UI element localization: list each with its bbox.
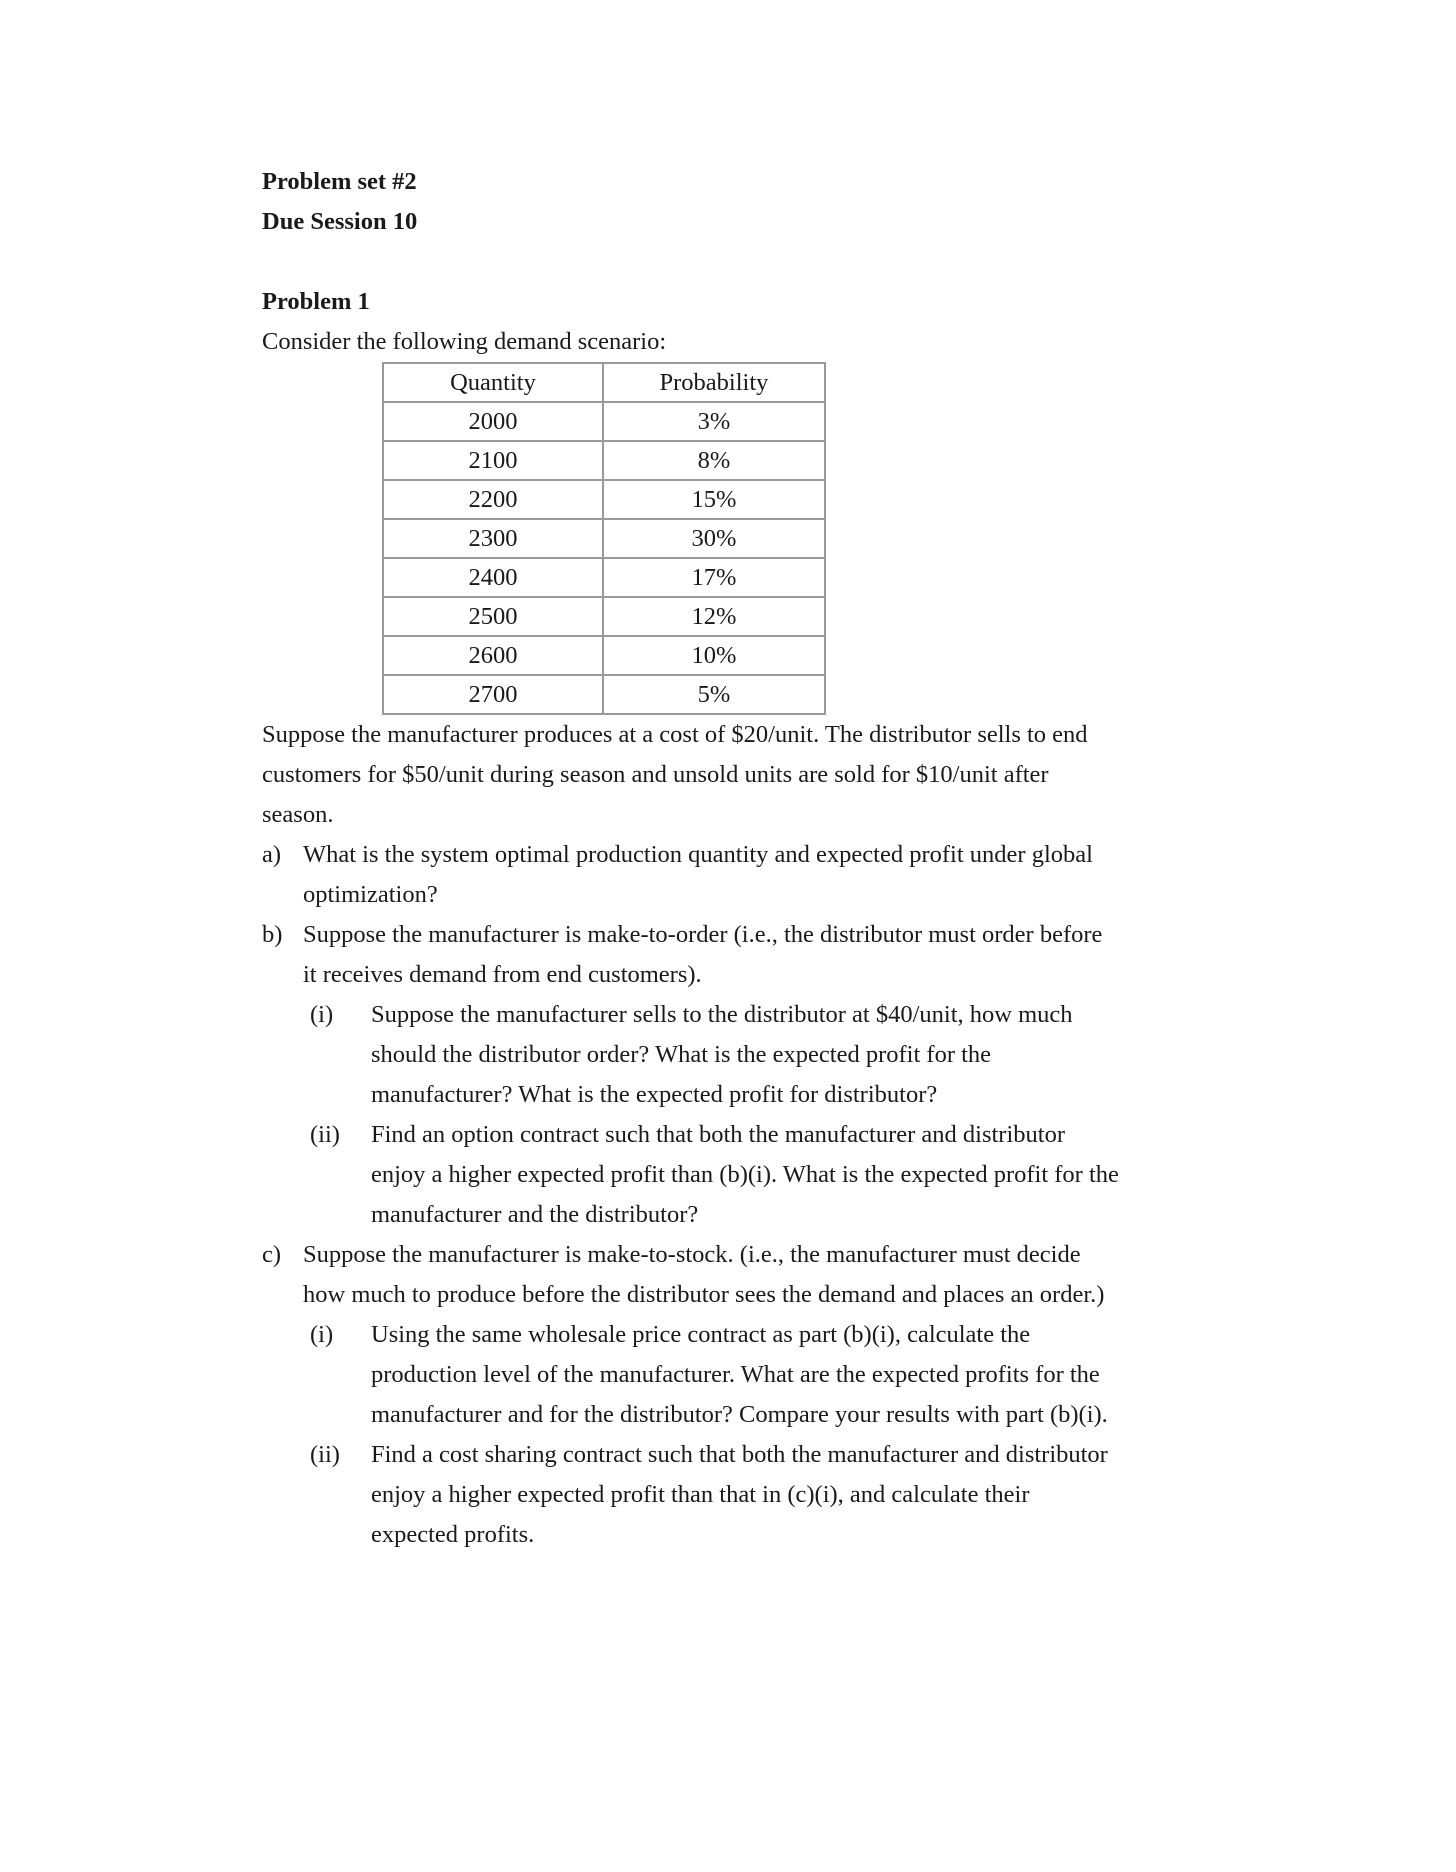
subpart-text-line: enjoy a higher expected profit than that in (c)(i), and calculate their	[371, 1481, 1030, 1508]
part-marker: b)	[262, 921, 283, 948]
problem-heading: Problem 1	[262, 288, 370, 315]
scenario-line: season.	[262, 801, 334, 828]
table-row	[383, 558, 825, 597]
demand-table-body	[383, 402, 825, 714]
subpart-text-line: Find a cost sharing contract such that both the manufacturer and distributor	[371, 1441, 1108, 1468]
question-subpart	[262, 1315, 1202, 1435]
table-row	[383, 480, 825, 519]
spacer	[262, 242, 1202, 282]
quantity-cell: 2000	[383, 402, 603, 441]
part-marker: a)	[262, 841, 282, 868]
question-part	[262, 835, 1202, 915]
probability-cell: 15%	[603, 480, 825, 519]
scenario-line: customers for $50/unit during season and unsold units are sold for $10/unit after	[262, 761, 1049, 788]
table-row	[383, 675, 825, 714]
subpart-marker: (i)	[310, 1321, 334, 1348]
table-row	[383, 597, 825, 636]
probability-cell: 3%	[603, 402, 825, 441]
part-text-line: optimization?	[303, 881, 438, 908]
subpart-text-line: Find an option contract such that both the manufacturer and distributor	[371, 1121, 1065, 1148]
subpart-text-line: manufacturer and the distributor?	[371, 1201, 699, 1228]
part-text-line: it receives demand from end customers).	[303, 961, 702, 988]
quantity-cell: 2700	[383, 675, 603, 714]
probability-cell: 30%	[603, 519, 825, 558]
subpart-text-line: enjoy a higher expected profit than (b)(i). What is the expected profit for the	[371, 1161, 1119, 1188]
question-list	[262, 835, 1202, 1555]
quantity-cell: 2400	[383, 558, 603, 597]
document-title: Problem set #2	[262, 168, 417, 195]
question-subpart	[262, 1435, 1202, 1555]
due-date: Due Session 10	[262, 208, 418, 235]
probability-cell: 12%	[603, 597, 825, 636]
quantity-cell: 2600	[383, 636, 603, 675]
subpart-text-line: manufacturer and for the distributor? Compare your results with part (b)(i).	[371, 1401, 1108, 1428]
subpart-text-line: manufacturer? What is the expected profit for distributor?	[371, 1081, 938, 1108]
column-header-quantity: Quantity	[383, 363, 603, 402]
subpart-text-line: should the distributor order? What is the expected profit for the	[371, 1041, 992, 1068]
probability-cell: 5%	[603, 675, 825, 714]
subpart-text-line: Suppose the manufacturer sells to the distributor at $40/unit, how much	[371, 1001, 1073, 1028]
table-row	[383, 441, 825, 480]
demand-table-header-row	[383, 363, 825, 402]
probability-cell: 10%	[603, 636, 825, 675]
subpart-text-line: production level of the manufacturer. What are the expected profits for the	[371, 1361, 1100, 1388]
quantity-cell: 2200	[383, 480, 603, 519]
part-text-line: how much to produce before the distributor sees the demand and places an order.)	[303, 1281, 1105, 1308]
subpart-marker: (i)	[310, 1001, 334, 1028]
part-text-line: Suppose the manufacturer is make-to-stock. (i.e., the manufacturer must decide	[303, 1241, 1081, 1268]
quantity-cell: 2500	[383, 597, 603, 636]
subpart-marker: (ii)	[310, 1121, 340, 1148]
document-page	[262, 162, 1202, 1555]
table-row	[383, 519, 825, 558]
demand-table	[382, 362, 826, 715]
question-part	[262, 915, 1202, 995]
scenario-line: Suppose the manufacturer produces at a cost of $20/unit. The distributor sells to end	[262, 721, 1088, 748]
table-row	[383, 636, 825, 675]
part-text-line: Suppose the manufacturer is make-to-order (i.e., the distributor must order before	[303, 921, 1103, 948]
quantity-cell: 2300	[383, 519, 603, 558]
problem-intro: Consider the following demand scenario:	[262, 328, 667, 355]
column-header-probability: Probability	[603, 363, 825, 402]
question-subpart	[262, 1115, 1202, 1235]
table-row	[383, 402, 825, 441]
quantity-cell: 2100	[383, 441, 603, 480]
probability-cell: 8%	[603, 441, 825, 480]
question-part	[262, 1235, 1202, 1315]
subpart-text-line: Using the same wholesale price contract as part (b)(i), calculate the	[371, 1321, 1031, 1348]
scenario-text	[262, 715, 1202, 835]
subpart-text-line: expected profits.	[371, 1521, 535, 1548]
question-subpart	[262, 995, 1202, 1115]
part-text-line: What is the system optimal production quantity and expected profit under global	[303, 841, 1093, 868]
probability-cell: 17%	[603, 558, 825, 597]
part-marker: c)	[262, 1241, 282, 1268]
subpart-marker: (ii)	[310, 1441, 340, 1468]
